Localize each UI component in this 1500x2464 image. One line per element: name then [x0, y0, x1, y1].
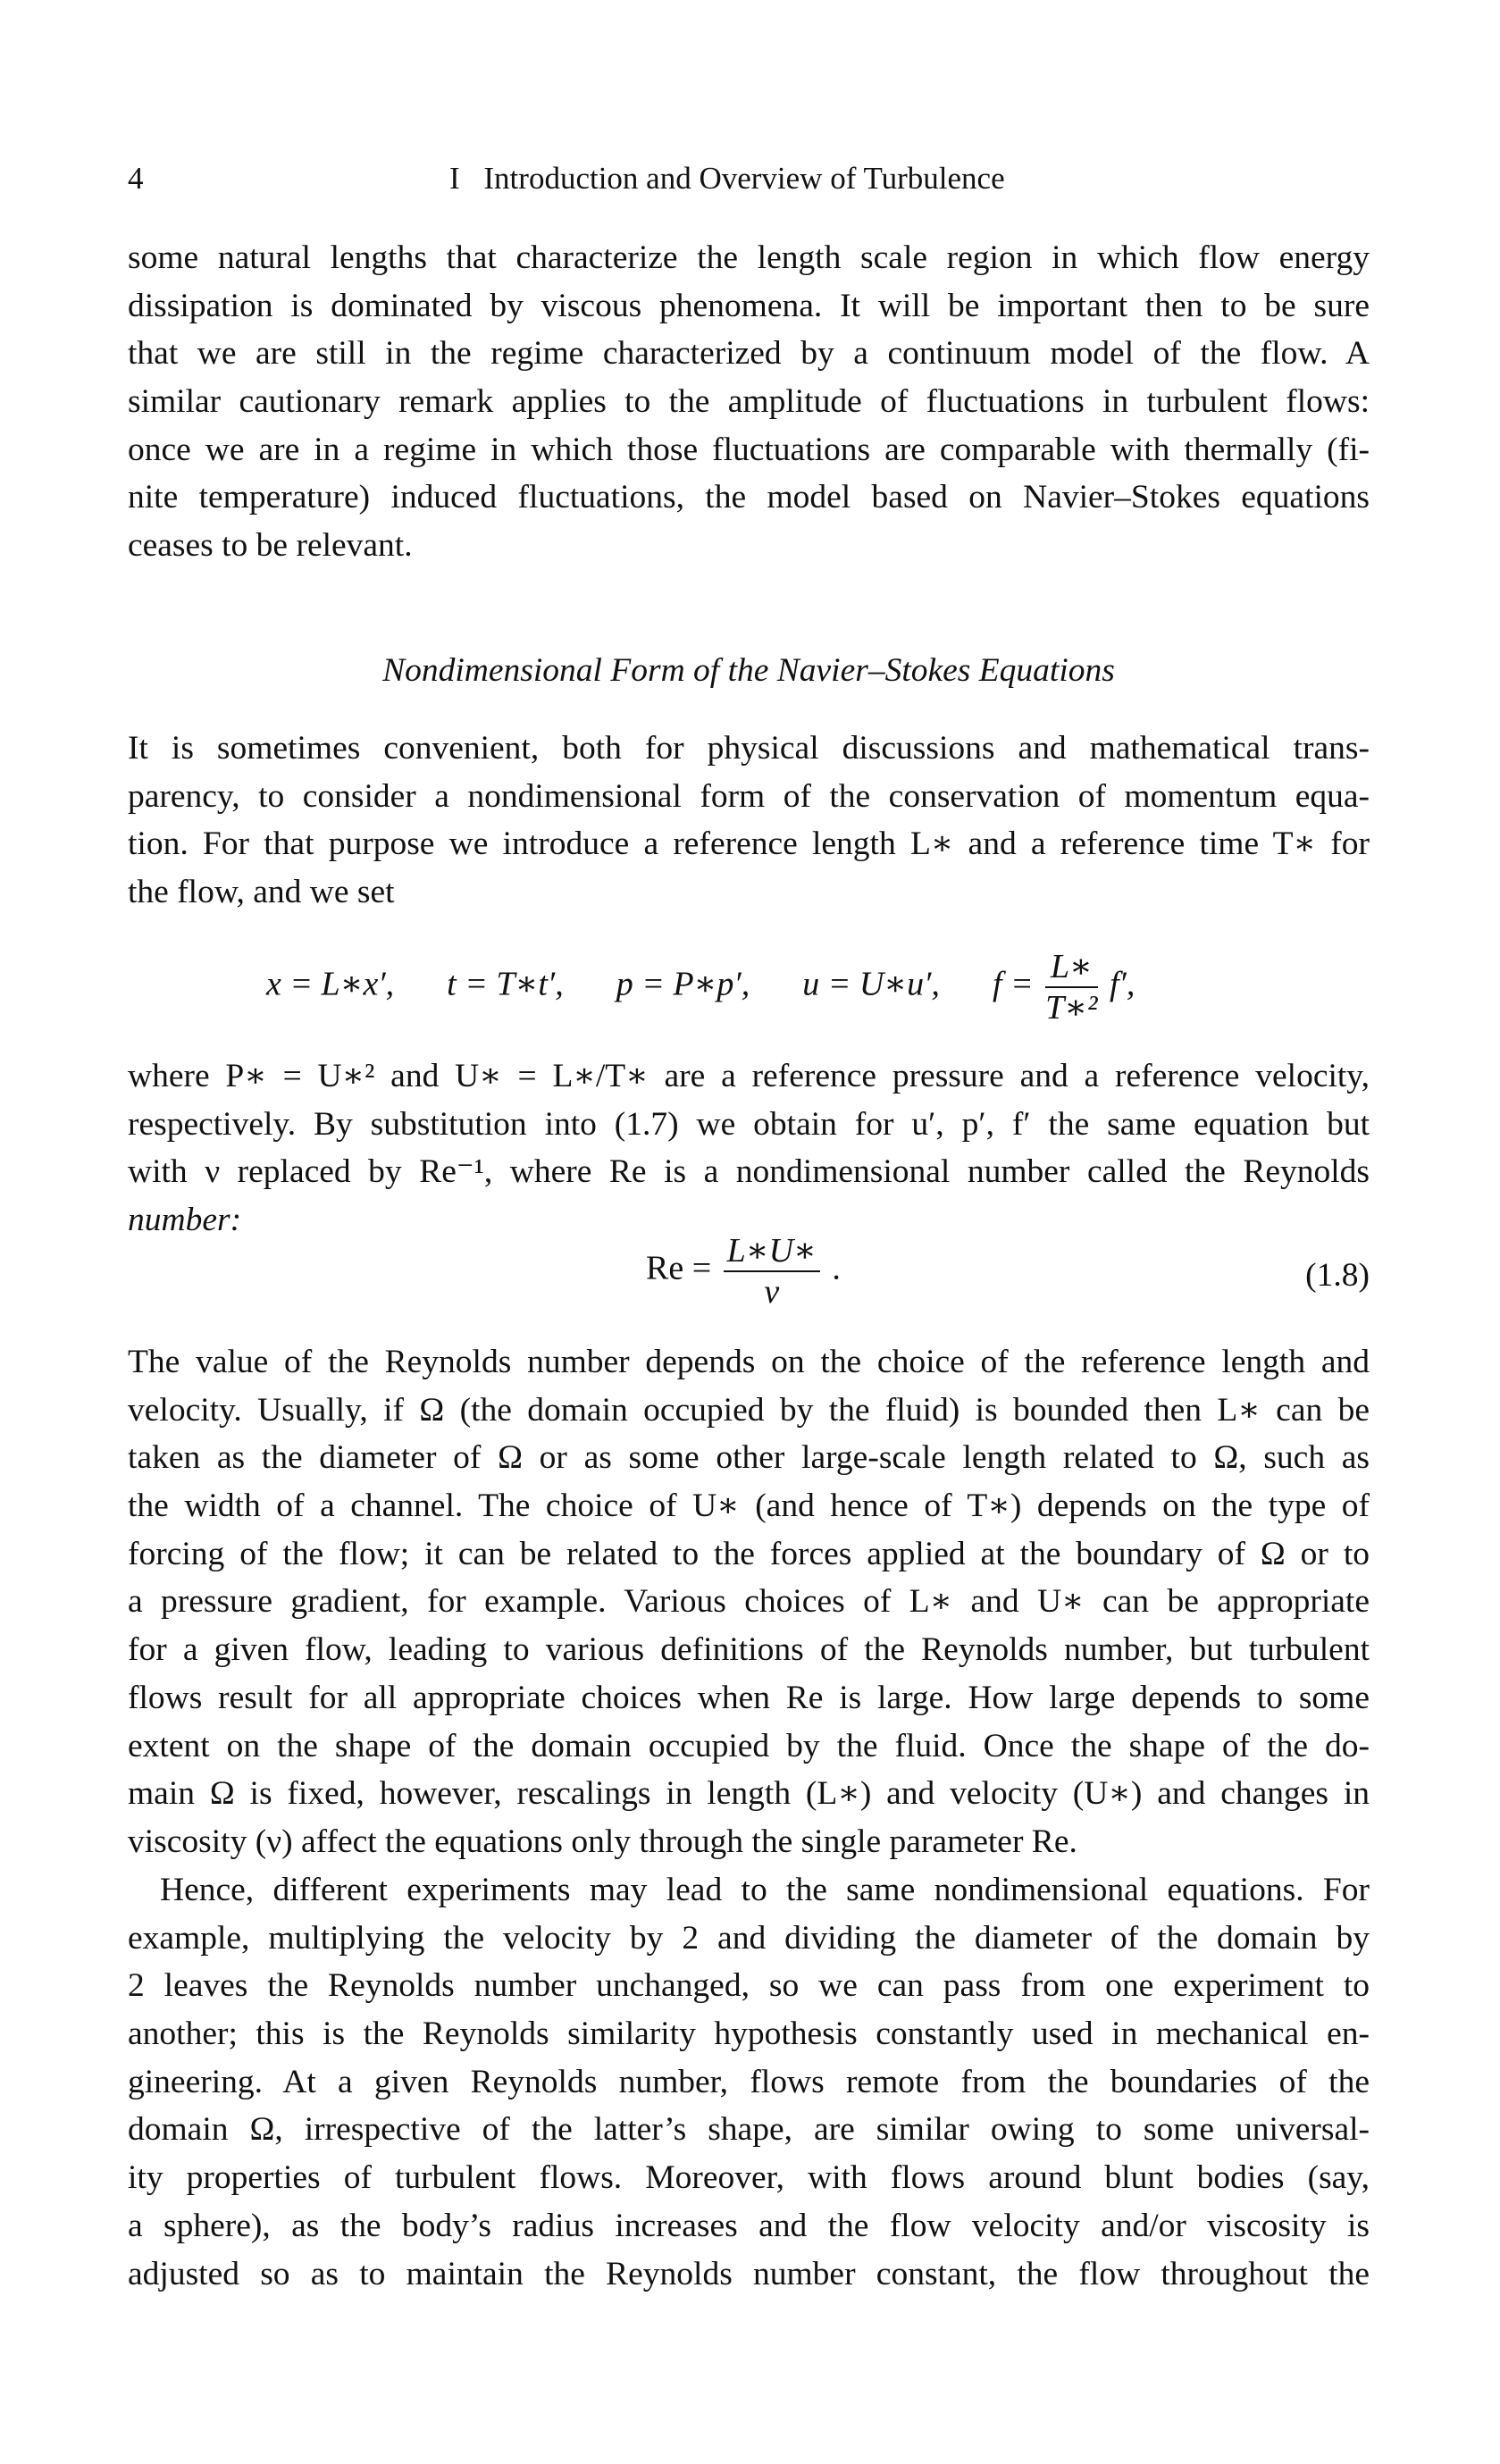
text-line: domain Ω, irrespective of the latter’s shape, are similar owing to some universal-	[128, 2111, 1370, 2149]
text-line: dissipation is dominated by viscous phenomena. It will be important then to be sure	[128, 287, 1370, 324]
text-line: forcing of the flow; it can be related to the forces applied at the boundary of Ω or to	[128, 1535, 1370, 1572]
eq-f-denominator: T∗²	[1045, 989, 1098, 1027]
paragraph-continuation	[128, 234, 1370, 570]
text-line: example, multiplying the velocity by 2 and dividing the diameter of the domain by	[128, 1919, 1370, 1957]
eq-f-numerator: L∗	[1045, 947, 1097, 988]
text-line: where P∗ = U∗² and U∗ = L∗/T∗ are a reference pressure and a reference velocity,	[128, 1058, 1370, 1094]
text-line: viscosity (ν) affect the equations only through the single parameter Re.	[128, 1823, 1077, 1860]
paragraph-intro	[128, 725, 1370, 917]
running-title	[449, 159, 1005, 198]
eq-f-rhs: f′,	[1110, 965, 1135, 1003]
eq-t-term: t = T∗t′,	[447, 965, 564, 1003]
text-line: number:	[128, 1202, 242, 1239]
equation-reynolds	[128, 1231, 1370, 1338]
equation-number: (1.8)	[1305, 1257, 1370, 1294]
text-line: a sphere), as the body’s radius increases and the flow velocity and/or viscosity is	[128, 2207, 1370, 2244]
eq-f-lhs: f =	[992, 965, 1034, 1003]
eq-re-numerator: L∗U∗	[724, 1231, 820, 1272]
text-line: 2 leaves the Reynolds number unchanged, so we can pass from one experiment to	[128, 1967, 1370, 2005]
chapter-roman: I	[449, 161, 460, 196]
equation-scaling	[128, 929, 1370, 1036]
text-line: another; this is the Reynolds similarity hypothesis constantly used in mechanical en-	[128, 2016, 1370, 2053]
text-line: respectively. By substitution into (1.7) we obtain for u′, p′, f′ the same equation but	[128, 1105, 1370, 1143]
paragraph-substitution	[128, 1052, 1370, 1245]
text-line: adjusted so as to maintain the Reynolds number constant, the flow throughout the	[128, 2255, 1370, 2292]
text-line: extent on the shape of the domain occupied by the fluid. Once the shape of the do-	[128, 1727, 1370, 1764]
text-line: velocity. Usually, if Ω (the domain occupied by the fluid) is bounded then L∗ can be	[128, 1391, 1370, 1429]
eq-re-denominator: ν	[764, 1273, 780, 1311]
chapter-title: Introduction and Overview of Turbulence	[483, 161, 1005, 196]
text-line: the width of a channel. The choice of U∗ (and hence of T∗) depends on the type of	[128, 1488, 1370, 1525]
text-line: Hence, different experiments may lead to the same nondimensional equations. For	[160, 1872, 1370, 1908]
text-line: main Ω is fixed, however, rescalings in length (L∗) and velocity (U∗) and changes in	[128, 1775, 1370, 1813]
text-line: taken as the diameter of Ω or as some other large-scale length related to Ω, such as	[128, 1439, 1370, 1477]
text-line: a pressure gradient, for example. Various choices of L∗ and U∗ can be appropriate	[128, 1583, 1370, 1621]
text-line: The value of the Reynolds number depends on the choice of the reference length and	[128, 1344, 1370, 1380]
eq-re-tail: .	[832, 1249, 841, 1287]
text-line: gineering. At a given Reynolds number, flows remote from the boundaries of the	[128, 2063, 1370, 2100]
eq-f-fraction	[1045, 947, 1097, 1027]
text-line: once we are in a regime in which those fluctuations are comparable with thermally (fi-	[128, 431, 1370, 468]
paragraph-similarity	[128, 1866, 1370, 2298]
eq-re-lhs: Re =	[646, 1249, 712, 1287]
text-line: some natural lengths that characterize the length scale region in which flow energy	[128, 239, 1370, 276]
text-line: tion. For that purpose we introduce a reference length L∗ and a reference time T∗ for	[128, 826, 1370, 863]
text-line: ceases to be relevant.	[128, 527, 413, 565]
text-line: flows result for all appropriate choices when Re is large. How large depends to some	[128, 1679, 1370, 1716]
text-line: It is sometimes convenient, both for physical discussions and mathematical trans-	[128, 730, 1370, 767]
eq-u-term: u = U∗u′,	[802, 965, 940, 1003]
text-line: for a given flow, leading to various definitions of the Reynolds number, but turbulent	[128, 1631, 1370, 1669]
text-line: ity properties of turbulent flows. Moreover, with flows around blunt bodies (say,	[128, 2159, 1370, 2197]
text-line: that we are still in the regime characterized by a continuum model of the flow. A	[128, 335, 1370, 373]
text-line: with ν replaced by Re⁻¹, where Re is a nondimensional number called the Reynolds	[128, 1153, 1370, 1191]
text-line: the flow, and we set	[128, 874, 395, 911]
text-line: similar cautionary remark applies to the amplitude of fluctuations in turbulent flows:	[128, 383, 1370, 421]
eq-x-term: x = L∗x′,	[266, 965, 395, 1003]
section-heading: Nondimensional Form of the Navier–Stokes Equations	[382, 652, 1115, 689]
eq-p-term: p = P∗p′,	[616, 965, 750, 1003]
text-line: nite temperature) induced fluctuations, the model based on Navier–Stokes equations	[128, 479, 1370, 516]
page-number: 4	[128, 161, 144, 196]
text-line: parency, to consider a nondimensional form of the conservation of momentum equa-	[128, 777, 1370, 815]
eq-re-fraction	[724, 1231, 820, 1312]
paragraph-reynolds-value	[128, 1338, 1370, 1866]
